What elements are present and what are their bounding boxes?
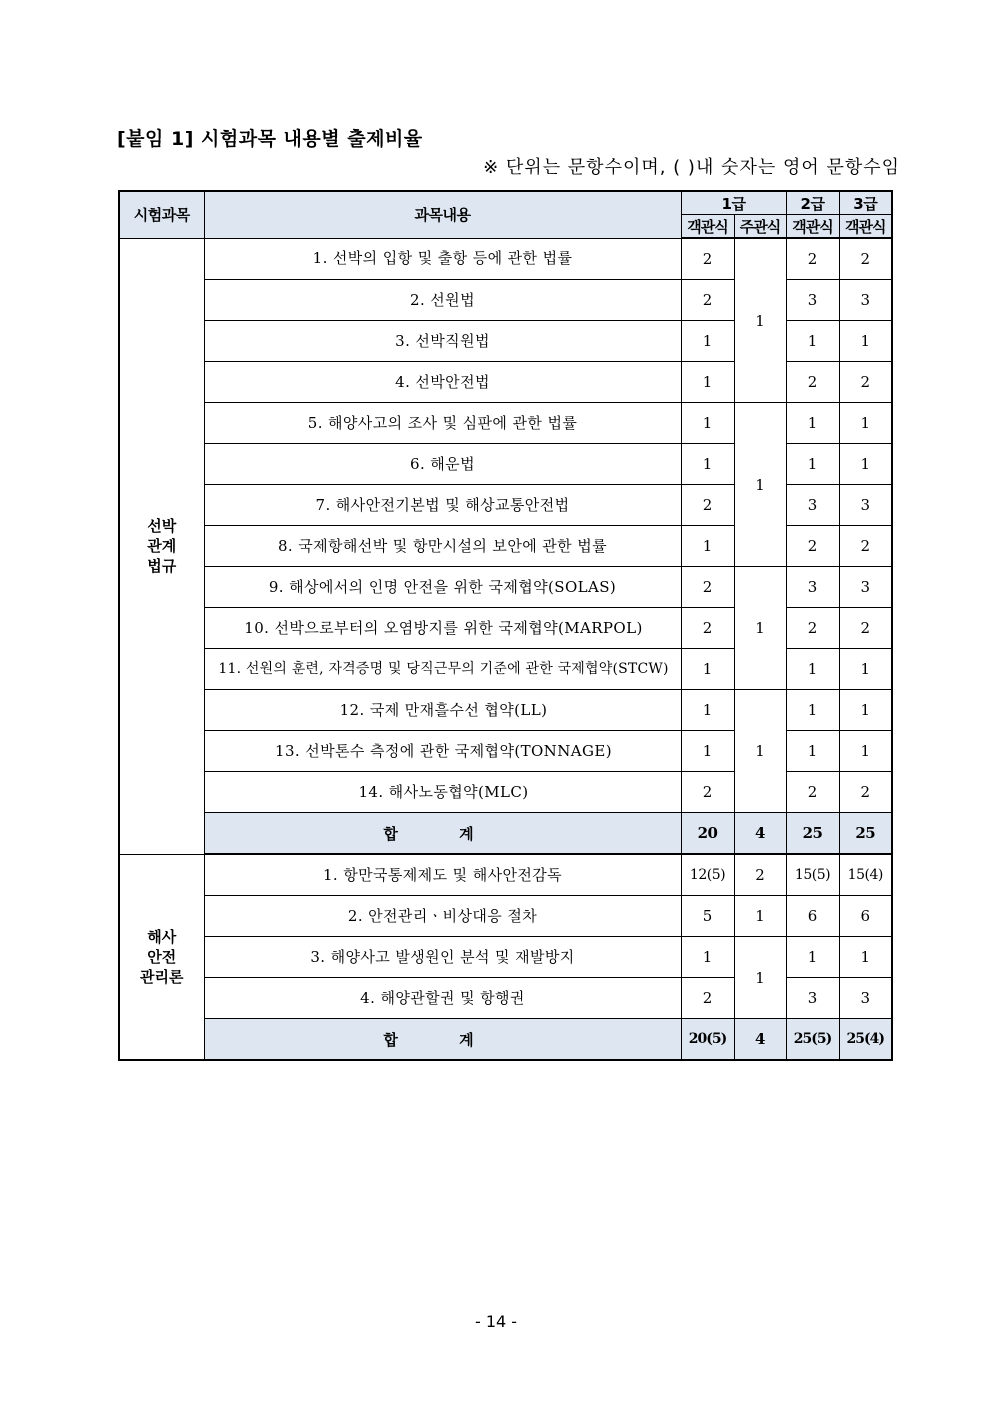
header-grade1: 1급 bbox=[681, 191, 786, 215]
section-subject-law: 선박 관계 법규 bbox=[119, 238, 204, 854]
header-g3-objective: 객관식 bbox=[839, 215, 892, 239]
cell-g2: 1 bbox=[786, 403, 839, 444]
cell-g2: 3 bbox=[786, 280, 839, 321]
page-title: [붙임 1] 시험과목 내용별 출제비율 bbox=[117, 128, 423, 150]
cell-g1-objective: 2 bbox=[681, 280, 734, 321]
cell-g3: 2 bbox=[839, 238, 892, 280]
cell-g1-objective: 1 bbox=[681, 403, 734, 444]
header-subject: 시험과목 bbox=[119, 191, 204, 238]
cell-g3: 1 bbox=[839, 649, 892, 690]
cell-g3: 3 bbox=[839, 485, 892, 526]
cell-g1-objective: 1 bbox=[681, 526, 734, 567]
table-row-content: 14. 해사노동협약(MLC) bbox=[204, 772, 681, 813]
table-row-content: 3. 해양사고 발생원인 분석 및 재발방지 bbox=[204, 937, 681, 978]
page-number: - 14 - bbox=[474, 1312, 518, 1331]
unit-note: ※ 단위는 문항수이며, ( )내 숫자는 영어 문항수임 bbox=[483, 157, 900, 178]
cell-g1-subjective-group: 1 bbox=[734, 937, 786, 1019]
cell-g1-objective: 2 bbox=[681, 978, 734, 1019]
cell-g2: 1 bbox=[786, 690, 839, 731]
cell-g1-subjective-group: 1 bbox=[734, 403, 786, 567]
cell-g2: 1 bbox=[786, 444, 839, 485]
table-row-content: 13. 선박톤수 측정에 관한 국제협약(TONNAGE) bbox=[204, 731, 681, 772]
cell-g3: 3 bbox=[839, 280, 892, 321]
cell-g3: 1 bbox=[839, 403, 892, 444]
cell-g1-objective: 1 bbox=[681, 937, 734, 978]
cell-g1-objective: 1 bbox=[681, 731, 734, 772]
cell-g3: 1 bbox=[839, 690, 892, 731]
cell-g3: 3 bbox=[839, 978, 892, 1019]
cell-g3: 1 bbox=[839, 321, 892, 362]
header-grade3: 3급 bbox=[839, 191, 892, 215]
header-g1-subjective: 주관식 bbox=[734, 215, 786, 239]
table-row-content: 2. 안전관리ㆍ비상대응 절차 bbox=[204, 896, 681, 937]
subtotal-label: 합 계 bbox=[204, 813, 681, 855]
cell-g2: 3 bbox=[786, 567, 839, 608]
header-g1-objective: 객관식 bbox=[681, 215, 734, 239]
subtotal-g1-subjective: 4 bbox=[734, 1019, 786, 1061]
cell-g2: 1 bbox=[786, 321, 839, 362]
subtotal-g2: 25 bbox=[786, 813, 839, 855]
cell-g3: 3 bbox=[839, 567, 892, 608]
cell-g2: 15(5) bbox=[786, 854, 839, 896]
table-row-content: 5. 해양사고의 조사 및 심판에 관한 법률 bbox=[204, 403, 681, 444]
table-row-content: 1. 선박의 입항 및 출항 등에 관한 법률 bbox=[204, 238, 681, 280]
subtotal-g1-subjective: 4 bbox=[734, 813, 786, 855]
cell-g1-objective: 2 bbox=[681, 772, 734, 813]
cell-g1-subjective-group: 1 bbox=[734, 690, 786, 813]
table-row-content: 8. 국제항해선박 및 항만시설의 보안에 관한 법률 bbox=[204, 526, 681, 567]
cell-g1-subjective: 2 bbox=[734, 854, 786, 896]
cell-g2: 2 bbox=[786, 608, 839, 649]
table-row-content: 7. 해사안전기본법 및 해상교통안전법 bbox=[204, 485, 681, 526]
cell-g1-objective: 2 bbox=[681, 567, 734, 608]
cell-g3: 1 bbox=[839, 731, 892, 772]
cell-g2: 1 bbox=[786, 937, 839, 978]
cell-g1-subjective-group: 1 bbox=[734, 238, 786, 403]
table-row-content: 3. 선박직원법 bbox=[204, 321, 681, 362]
cell-g2: 6 bbox=[786, 896, 839, 937]
cell-g1-objective: 1 bbox=[681, 321, 734, 362]
cell-g3: 2 bbox=[839, 772, 892, 813]
cell-g3: 1 bbox=[839, 444, 892, 485]
cell-g3: 2 bbox=[839, 526, 892, 567]
cell-g1-objective: 12(5) bbox=[681, 854, 734, 896]
subtotal-g1-objective: 20 bbox=[681, 813, 734, 855]
table-row-content: 10. 선박으로부터의 오염방지를 위한 국제협약(MARPOL) bbox=[204, 608, 681, 649]
exam-ratio-table bbox=[118, 190, 893, 1061]
cell-g2: 2 bbox=[786, 238, 839, 280]
subtotal-g1-objective: 20(5) bbox=[681, 1019, 734, 1061]
cell-g1-objective: 5 bbox=[681, 896, 734, 937]
cell-g1-objective: 2 bbox=[681, 608, 734, 649]
table-row-content: 4. 선박안전법 bbox=[204, 362, 681, 403]
cell-g1-objective: 2 bbox=[681, 485, 734, 526]
cell-g1-objective: 1 bbox=[681, 690, 734, 731]
header-content: 과목내용 bbox=[204, 191, 681, 238]
cell-g2: 3 bbox=[786, 978, 839, 1019]
cell-g2: 3 bbox=[786, 485, 839, 526]
table-row-content: 12. 국제 만재흘수선 협약(LL) bbox=[204, 690, 681, 731]
cell-g3: 2 bbox=[839, 362, 892, 403]
header-grade2: 2급 bbox=[786, 191, 839, 215]
cell-g1-objective: 1 bbox=[681, 649, 734, 690]
cell-g3: 2 bbox=[839, 608, 892, 649]
cell-g2: 1 bbox=[786, 649, 839, 690]
subtotal-g2: 25(5) bbox=[786, 1019, 839, 1061]
cell-g2: 2 bbox=[786, 526, 839, 567]
cell-g1-objective: 1 bbox=[681, 444, 734, 485]
cell-g2: 1 bbox=[786, 731, 839, 772]
cell-g3: 6 bbox=[839, 896, 892, 937]
subtotal-label: 합 계 bbox=[204, 1019, 681, 1061]
cell-g1-subjective: 1 bbox=[734, 896, 786, 937]
cell-g1-objective: 1 bbox=[681, 362, 734, 403]
section-subject-safety: 해사 안전 관리론 bbox=[119, 854, 204, 1060]
cell-g2: 2 bbox=[786, 772, 839, 813]
table-row-content: 4. 해양관할권 및 항행권 bbox=[204, 978, 681, 1019]
table-row-content: 11. 선원의 훈련, 자격증명 및 당직근무의 기준에 관한 국제협약(STCW) bbox=[204, 649, 681, 690]
header-g2-objective: 객관식 bbox=[786, 215, 839, 239]
cell-g3: 1 bbox=[839, 937, 892, 978]
table-row-content: 6. 해운법 bbox=[204, 444, 681, 485]
table-row-content: 2. 선원법 bbox=[204, 280, 681, 321]
cell-g3: 15(4) bbox=[839, 854, 892, 896]
cell-g1-subjective-group: 1 bbox=[734, 567, 786, 690]
subtotal-g3: 25(4) bbox=[839, 1019, 892, 1061]
table-row-content: 1. 항만국통제제도 및 해사안전감독 bbox=[204, 854, 681, 896]
table-row-content: 9. 해상에서의 인명 안전을 위한 국제협약(SOLAS) bbox=[204, 567, 681, 608]
cell-g2: 2 bbox=[786, 362, 839, 403]
subtotal-g3: 25 bbox=[839, 813, 892, 855]
cell-g1-objective: 2 bbox=[681, 238, 734, 280]
